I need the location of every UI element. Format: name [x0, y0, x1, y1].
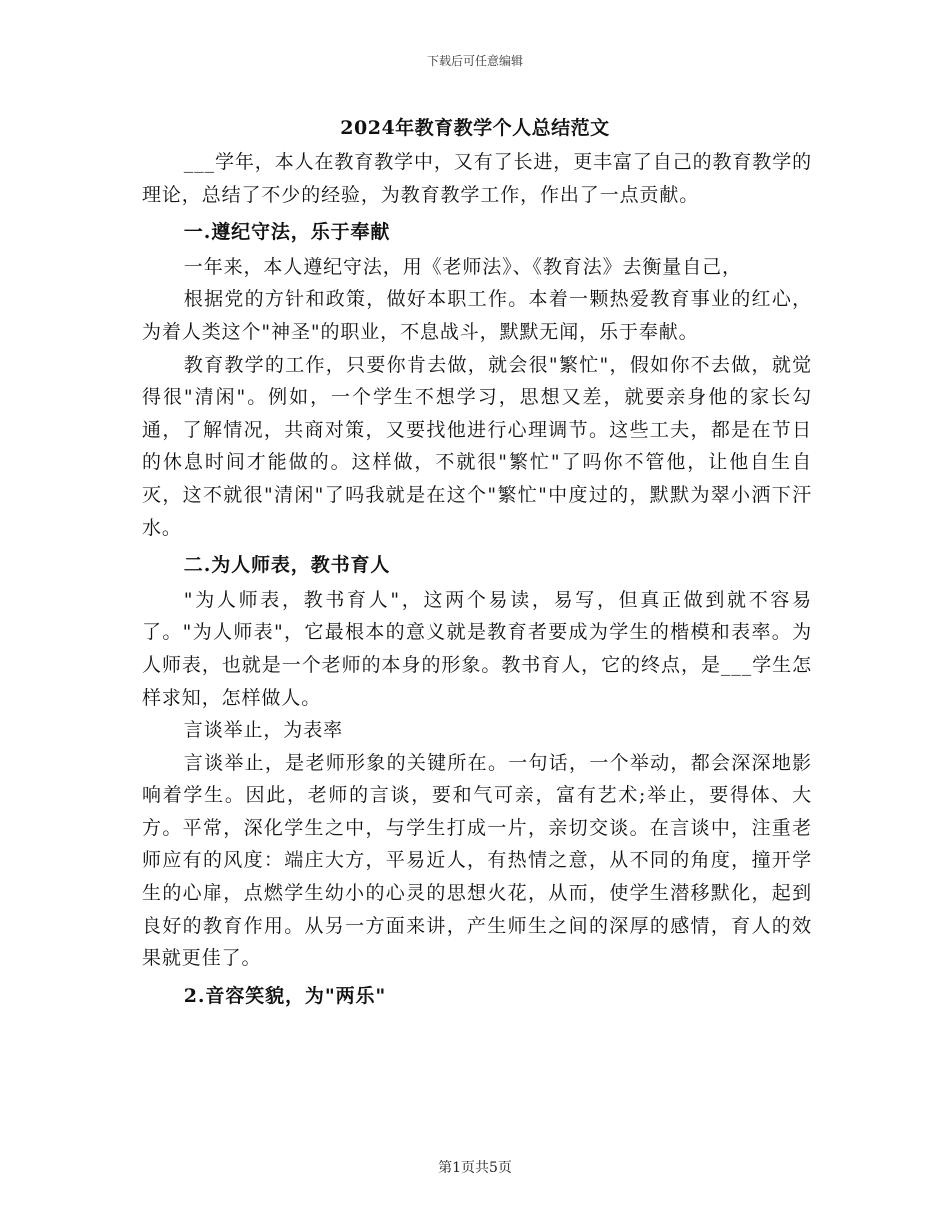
subsection-heading-1: 言谈举止，为表率 — [183, 719, 343, 742]
paragraph-law-line1: 一年来，本人遵纪守法，用《老师法》、《教育法》去衡量自己， — [183, 255, 742, 278]
document-title: 2024年教育教学个人总结范文 — [340, 117, 610, 139]
document-body — [142, 146, 812, 1014]
section-heading-2: 二.为人师表，教书育人 — [183, 554, 391, 577]
paragraph-speech-behavior: 言谈举止，是老师形象的关键所在。一句话，一个举动，都会深深地影响着学生。因此，老师的言谈，要和气可亲，富有艺术;举止，要得体、大方。平常，深化学生之中，与学生打成一片，亲切交谈。在言谈中，注重老师应有的风度：端庄大方，平易近人，有热情之意，从不同的角度，撞开学生的心扉，点燃学生幼小的心灵的思想火花，从而，使学生潜移默化，起到良好的教育作用。从另一方面来讲，产生师生之间的深厚的感情，育人的效果就更佳了。 — [142, 751, 812, 970]
paragraph-intro: ___学年，本人在教育教学中，又有了长进，更丰富了自己的教育教学的理论，总结了不少的经验，为教育教学工作，作出了一点贡献。 — [142, 151, 812, 206]
section-heading-1: 一.遵纪守法，乐于奉献 — [183, 221, 391, 244]
header-note: 下载后可任意编辑 — [426, 54, 523, 68]
paragraph-busy: 教育教学的工作，只要你肯去做，就会很"繁忙"，假如你不去做，就觉得很"清闲"。例如，一个学生不想学习，思想又差，就要亲身他的家长勾通，了解情况，共商对策，又要找他进行心理调节。这些工夫，都是在节日的休息时间才能做的。这样做，不就很"繁忙"了吗你不管他，让他自生自灭，这不就很"清闲"了吗我就是在这个"繁忙"中度过的，默默为翠小洒下汗水。 — [142, 353, 812, 539]
subsection-heading-2: 2.音容笑貌，为"两乐" — [183, 984, 387, 1007]
page-number-footer: 第1页共5页 — [438, 1160, 512, 1176]
paragraph-law-line2: 根据党的方针和政策，做好本职工作。本着一颗热爱教育事业的红心，为着人类这个"神圣"的职业，不息战斗，默默无闻，乐于奉献。 — [142, 288, 812, 343]
paragraph-role-model: "为人师表，教书育人"，这两个易读，易写，但真正做到就不容易了。"为人师表"，它最根本的意义就是教育者要成为学生的楷模和表率。为人师表，也就是一个老师的本身的形象。教书育人，它的终点，是___学生怎样求知，怎样做人。 — [142, 588, 812, 709]
